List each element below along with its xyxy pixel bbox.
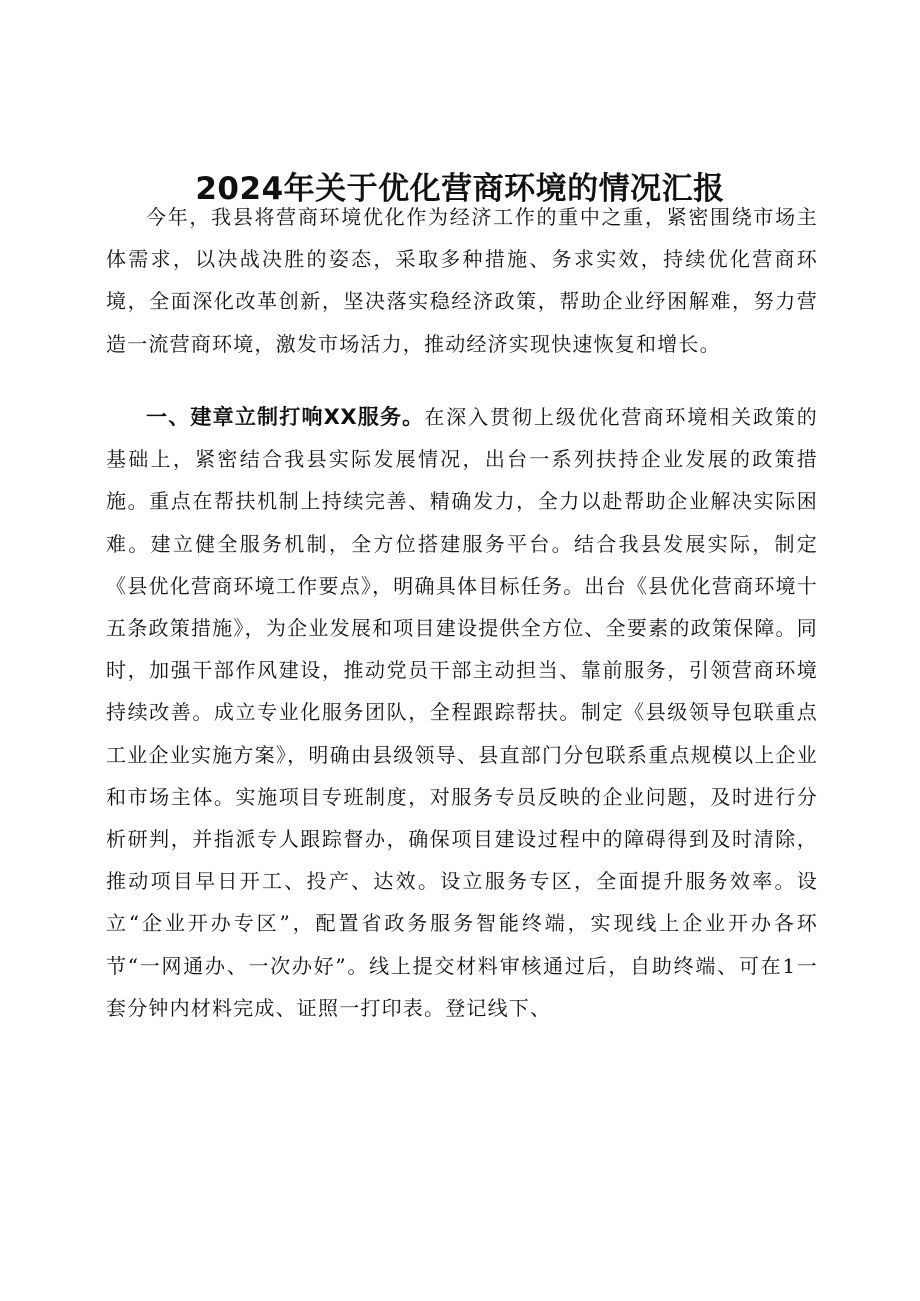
section-heading: 一、建章立制打响XX服务。 (146, 405, 425, 429)
intro-paragraph: 今年，我县将营商环境优化作为经济工作的重中之重，紧密围绕市场主体需求，以决战决胜的姿态，采取多种措施、务求实效，持续优化营商环境，全面深化改革创新，坚决落实稳经济政策，帮助企业纾困解难，努力营造一流营商环境，激发市场活力，推动经济实现快速恢复和增长。 (106, 205, 818, 356)
section-paragraph (106, 396, 818, 1029)
section-body-text: 在深入贯彻上级优化营商环境相关政策的基础上，紧密结合我县实际发展情况，出台一系列扶持企业发展的政策措施。重点在帮扶机制上持续完善、精确发力，全力以赴帮助企业解决实际困难。建立健全服务机制，全方位搭建服务平台。结合我县发展实际，制定《县优化营商环境工作要点》，明确具体目标任务。出台《县优化营商环境十五条政策措施》，为企业发展和项目建设提供全方位、全要素的政策保障。同时，加强干部作风建设，推动党员干部主动担当、靠前服务，引领营商环境持续改善。成立专业化服务团队，全程跟踪帮扶。制定《县级领导包联重点工业企业实施方案》，明确由县级领导、县直部门分包联系重点规模以上企业和市场主体。实施项目专班制度，对服务专员反映的企业问题，及时进行分析研判，并指派专人跟踪督办，确保项目建设过程中的障碍得到及时清除，推动项目早日开工、投产、达效。设立服务专区，全面提升服务效率。设立“企业开办专区”，配置省政务服务智能终端，实现线上企业开办各环节“一网通办、一次办好”。线上提交材料审核通过后，自助终端、可在1一套分钟内材料完成、证照一打印表。登记线下、 (106, 405, 818, 1020)
document-title: 2024年关于优化营商环境的情况汇报 (195, 171, 725, 207)
